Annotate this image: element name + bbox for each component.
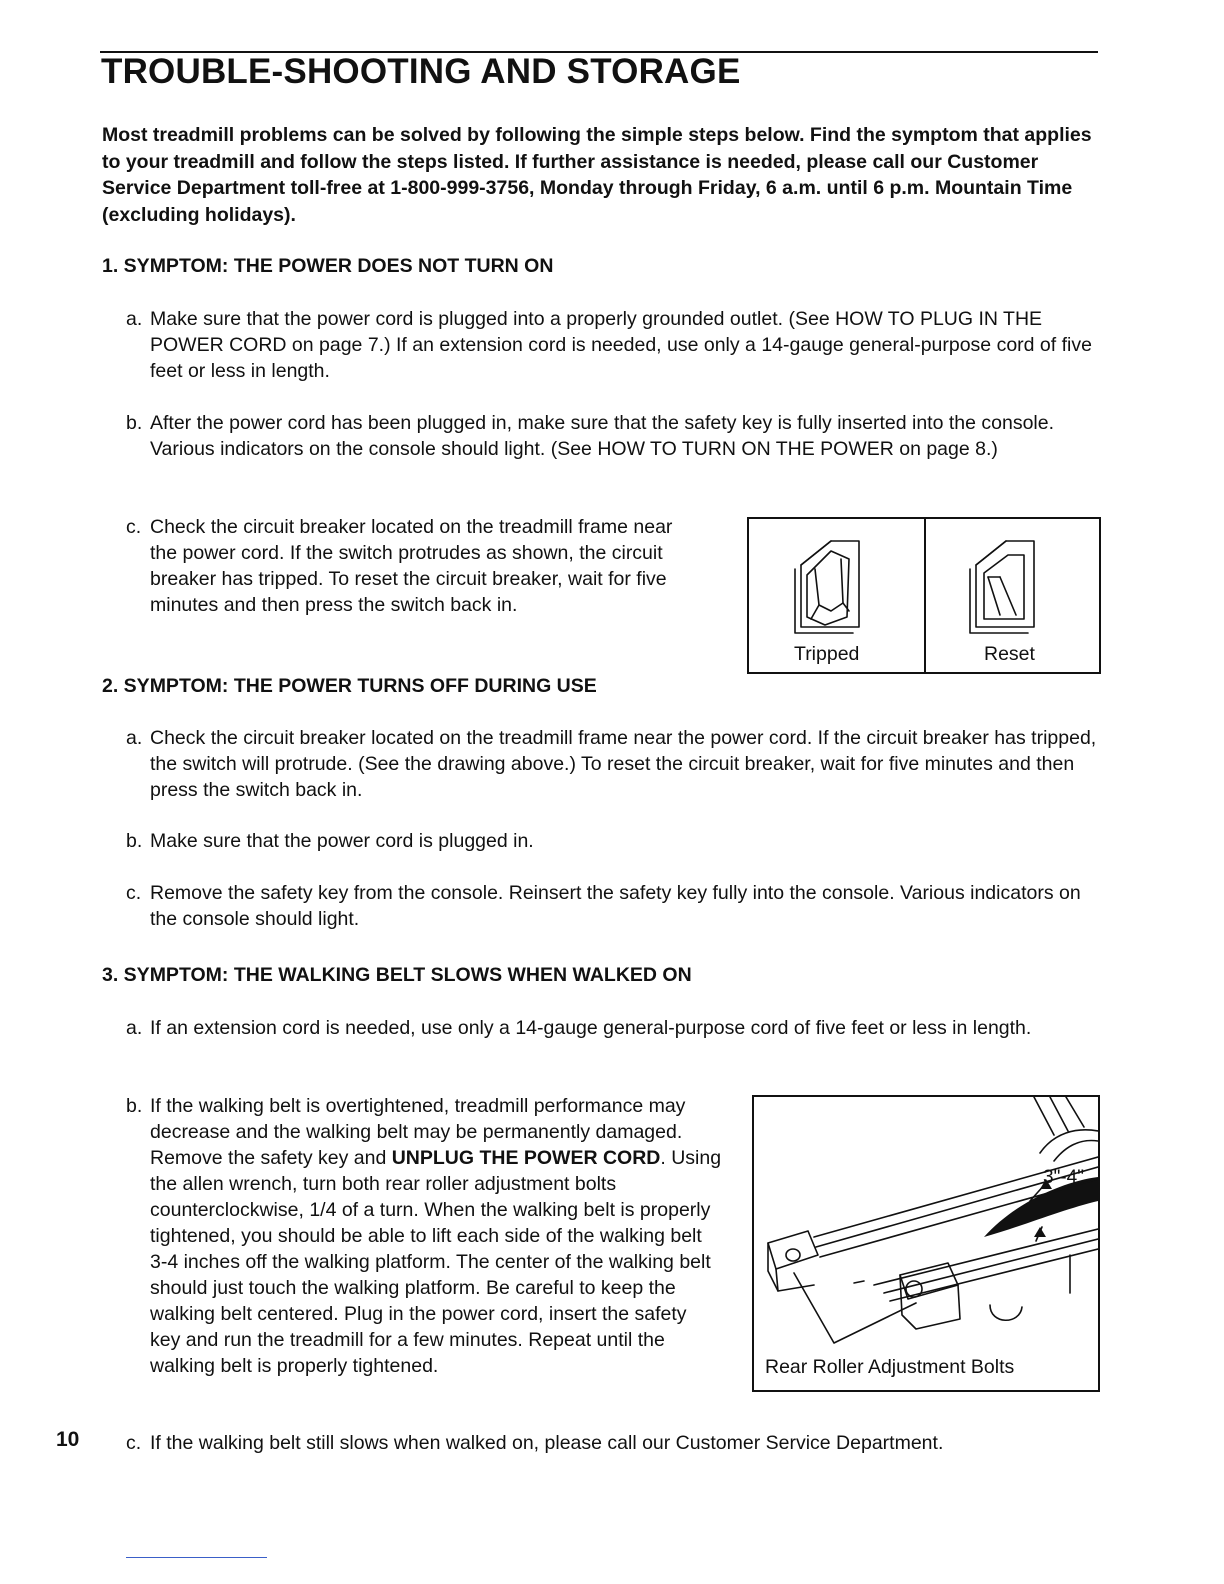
item-letter: c.: [126, 516, 142, 538]
rear-roller-figure: [752, 1095, 1100, 1392]
item-letter: c.: [126, 882, 142, 904]
item-text-part: . Using the allen wrench, turn both rear roller adjustment bolts counterclockwise, 1/4 of a turn. When the walking belt is properly tightened, you should be able to lift each side of the walking belt 3-4 inches off the walking platform. The center of the walking belt should just touch the walking platform. Be careful to keep the walking belt centered. Plug in the power cord, insert the safety key and run the treadmill for a few minutes. Repeat until the walking belt is properly tightened.: [150, 1147, 722, 1377]
symptom-3-item-b: [126, 1093, 722, 1379]
item-text: Check the circuit breaker located on the treadmill frame near the power cord. If the switch protrudes as shown, the circuit breaker has tripped. To reset the circuit breaker, wait for five minutes and then press the switch back in.: [150, 516, 673, 616]
symptom-3-item-a: [126, 1015, 1092, 1041]
page-number: 10: [56, 1428, 80, 1451]
item-text: Remove the safety key from the console. Reinsert the safety key fully into the console. Various indicators on the console should light.: [150, 882, 1081, 930]
symptom-2-item-a: [126, 725, 1106, 803]
item-letter: b.: [126, 830, 143, 852]
item-text: Make sure that the power cord is plugged in.: [150, 830, 534, 852]
symptom-1-item-c: [126, 514, 696, 618]
symptom-2-item-b: [126, 828, 1092, 854]
tripped-caption: Tripped: [794, 643, 860, 665]
item-letter: b.: [126, 412, 143, 434]
symptom-1-item-b: [126, 410, 1092, 462]
item-letter: a.: [126, 1017, 143, 1039]
intro-paragraph: Most treadmill problems can be solved by following the simple steps below. Find the symptom that applies to your treadmill and follow the steps listed. If further assistance is needed, please call our Customer Service Department toll-free at 1-800-999-3756, Monday through Friday, 6 a.m. until 6 p.m. Mountain Time (excluding holidays).: [102, 124, 1092, 226]
item-text: Check the circuit breaker located on the treadmill frame near the power cord. If the circuit breaker has tripped, the switch will protrude. (See the drawing above.) To reset the circuit breaker, wait for five minutes and then press the switch back in.: [150, 727, 1097, 801]
symptom-3-heading: 3. SYMPTOM: THE WALKING BELT SLOWS WHEN WALKED ON: [102, 964, 692, 986]
item-text: [150, 1093, 722, 1379]
circuit-breaker-figure: [747, 517, 1101, 674]
tripped-panel: [749, 519, 926, 672]
symptom-1-item-a: [126, 306, 1092, 384]
symptom-1-heading: 1. SYMPTOM: THE POWER DOES NOT TURN ON: [102, 255, 554, 277]
symptom-2-heading: 2. SYMPTOM: THE POWER TURNS OFF DURING USE: [102, 675, 597, 697]
symptom-2-item-c: [126, 880, 1092, 932]
page-title: TROUBLE-SHOOTING AND STORAGE: [101, 52, 741, 91]
unplug-warning: UNPLUG THE POWER CORD: [391, 1147, 661, 1169]
symptom-3-item-c: [126, 1430, 1092, 1456]
measure-label: 3"-4": [1043, 1167, 1084, 1188]
item-letter: a.: [126, 308, 143, 330]
item-text: If the walking belt still slows when walked on, please call our Customer Service Department.: [150, 1432, 944, 1454]
item-letter: c.: [126, 1432, 142, 1454]
item-text: After the power cord has been plugged in, make sure that the safety key is fully inserted into the console. Various indicators on the console should light. (See HOW TO TURN ON THE POWER on page 8.): [150, 412, 1055, 460]
breaker-tripped-icon: [749, 519, 924, 639]
item-text: Make sure that the power cord is plugged into a properly grounded outlet. (See HOW TO PLUG IN THE POWER CORD on page 7.) If an extension cord is needed, use only a 14-gauge general-purpose cord of five feet or less in length.: [150, 308, 1092, 382]
breaker-reset-icon: [924, 519, 1099, 639]
reset-caption: Reset: [984, 643, 1035, 665]
item-letter: a.: [126, 727, 143, 749]
footer-line: [126, 1557, 267, 1558]
item-text: If an extension cord is needed, use only a 14-gauge general-purpose cord of five feet or less in length.: [150, 1017, 1032, 1039]
treadmill-rear-illustration: [754, 1097, 1098, 1352]
item-letter: b.: [126, 1095, 143, 1117]
reset-panel: [924, 519, 1099, 672]
rear-roller-caption: Rear Roller Adjustment Bolts: [765, 1356, 1015, 1378]
item-text-part: If the walking belt is overtightened, treadmill performance may decrease and the walking belt may be permanently damaged. Remove the safety key and: [150, 1095, 686, 1169]
